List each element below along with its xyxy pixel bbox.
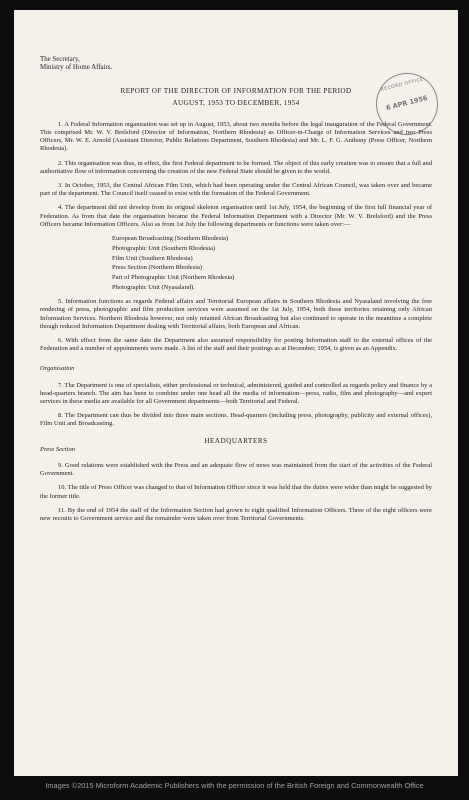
stamp-date: 6 APR 1956: [385, 94, 429, 113]
paragraph-7: 7. The Department is one of specialists, either professional or technical, administered, guided and controlled as regards policy and finance by a head-quarters branch. The aim has been to combine under one head all the media of information—press, radio, film and photography—and expert services in these media are available for all Government departments—both Territorial and Federal.: [40, 381, 432, 406]
report-period: AUGUST, 1953 TO DECEMBER, 1954: [172, 98, 300, 107]
department-item: Press Section (Northern Rhodesia): [112, 264, 203, 272]
heading-headquarters: HEADQUARTERS: [204, 436, 268, 445]
report-title: REPORT OF THE DIRECTOR OF INFORMATION FOR THE PERIOD: [120, 86, 352, 95]
stamp-ring-text: RECORD OFFICE: [380, 77, 425, 93]
department-item: European Broadcasting (Southern Rhodesia): [112, 235, 229, 243]
paragraph-2: 2. This organisation was thus, in effect, the first Federal department to be formed. The object of this early creation was to ensure that a full and authoritative flow of information concerning the creation of the new Federal State should be given to the world.: [40, 159, 432, 175]
paragraph-8: 8. The Department can thus be divided into three main sections. Head-quarters (including press, photography, publicity and external offices), Film Unit and Broadcasting.: [40, 412, 432, 428]
paragraph-11: 11. By the end of 1954 the staff of the Information Section had grown to eight qualified Information Officers. Three of the eight officers were new recruits to Government service and the remainder were taken over from Territorial Governments.: [40, 506, 432, 523]
paragraph-6: 6. With effect from the same date the Department also assumed responsibility for posting Information staff to the external offices of the Federation and a number of appointments were made. A list of the staff and their postings as at December, 1954, is given as an Appendix.: [40, 337, 432, 353]
paragraph-4: 4. The department did not develop from its original skeleton organisation until 1st July, 1954, the beginning of the first full financial year of Federation. As from that date the organisation became the Federal Information Department with a Director (Mr. W. V. Brelsford) and the Press Officers became Information Officers. Also as from 1st July the following departments or functions were taken over:—: [40, 204, 432, 228]
department-list: [112, 235, 432, 292]
copyright-footer: Images ©2015 Microform Academic Publishers with the permission of the British Foreign and Commonwealth Office: [45, 781, 424, 790]
department-item: Part of Photographic Unit (Northern Rhodesia): [112, 274, 235, 282]
addressee-block: [40, 56, 432, 73]
department-item: Photographic Unit (Southern Rhodesia): [112, 244, 216, 252]
paragraph-10: 10. The title of Press Officer was changed to that of Information Officer since it was held that the duties were wider than might be suggested by the former title.: [40, 484, 432, 500]
paragraph-9: 9. Good relations were established with the Press and an adequate flow of news was maintained from the start of the activities of the Federal Government.: [40, 462, 432, 478]
addressee-line: The Secretary,: [40, 56, 80, 63]
paragraph-3: 3. In October, 1953, the Central African Film Unit, which had been operating under the Central African Council, was taken over and became part of the department. The Council itself ceased to exist with the formation of the Federal Government.: [40, 182, 432, 198]
paragraph-1: 1. A Federal Information organisation was set up in August, 1953, about two months before the legal inauguration of the Federal Government. This comprised Mr. W. V. Brelsford (Director of Information, Northern Rhodesia) as Officer-in-Charge of Information Services and two Press Officers, Mr. W. E. Arnold (Assistant Director, Public Relations Department, Southern Rhodesia) and Mr. L. F. G. Anthony (Press Officer, Northern Rhodesia).: [40, 120, 432, 153]
subheading-organisation: Organisation: [40, 365, 75, 373]
addressee-line: Ministry of Home Affairs.: [40, 64, 113, 72]
department-item: Photographic Unit (Nyasaland).: [112, 284, 195, 292]
paragraph-5: 5. Information functions as regards Federal affairs and Territorial European affairs in Southern Rhodesia and Nyasaland involving the free rendering of press, photographic and film production services were assumed on the 1st July, 1954, both these territories retaining only African Information Services. Northern Rhodesia however, not only retained African Broadcasting but also continued to operate in the meantime a complete though reduced Information Department dealing with Territorial affairs, both European and African.: [40, 298, 432, 330]
department-item: Film Unit (Southern Rhodesia): [112, 254, 193, 262]
subheading-press-section: Press Section: [40, 445, 75, 453]
